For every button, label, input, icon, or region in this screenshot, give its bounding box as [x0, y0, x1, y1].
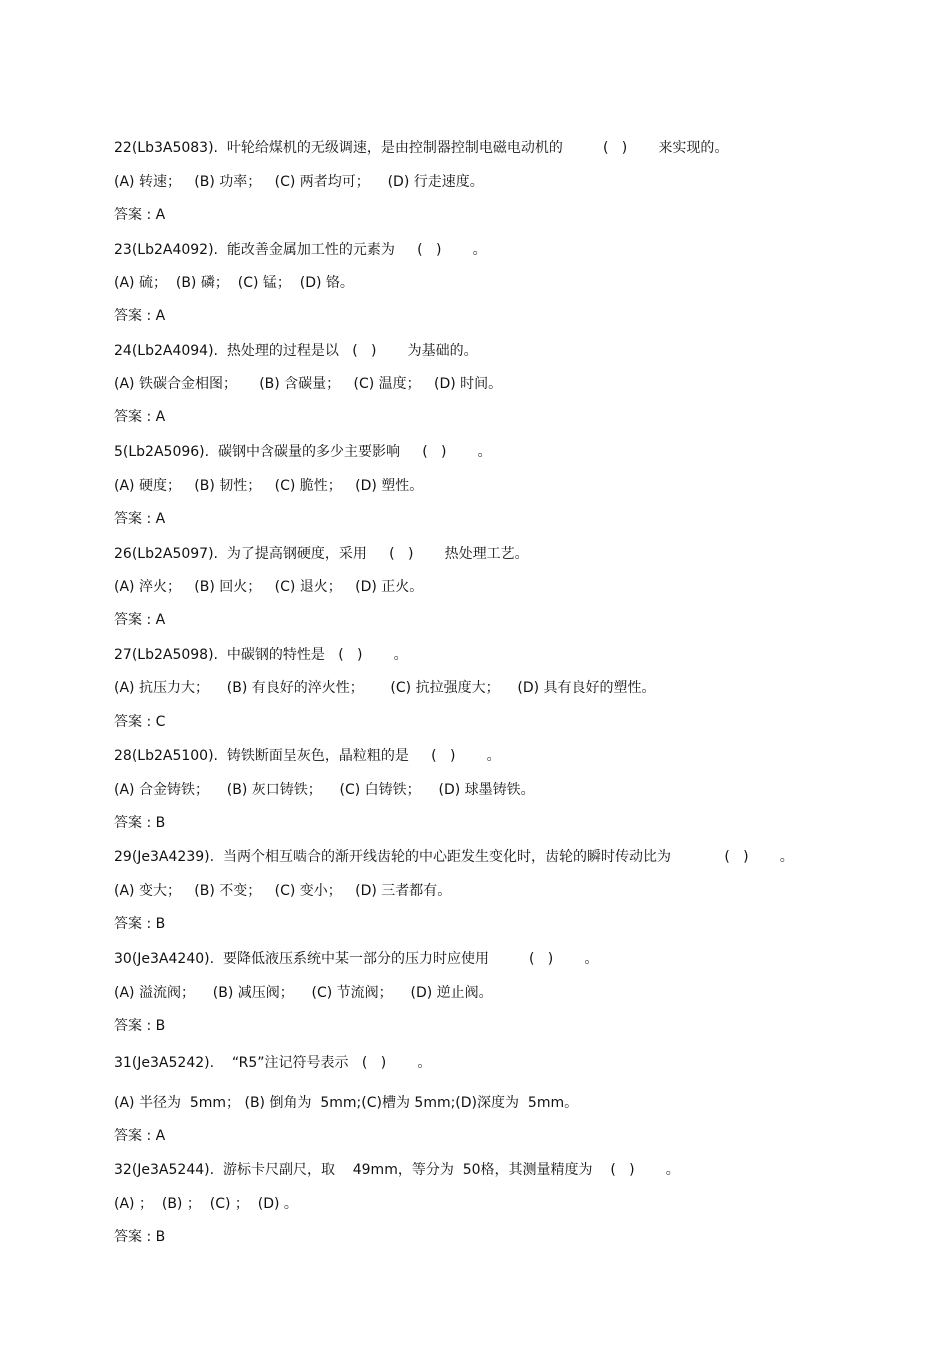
answer-line: 答案 : A	[114, 511, 166, 527]
question-options: (A) 淬火； (B) 回火； (C) 退火； (D) 正火。	[114, 579, 424, 595]
question-stem: 27(Lb2A5098). 中碳钢的特性是 ( ) 。	[114, 647, 408, 663]
question-options: (A) 溢流阀； (B) 减压阀； (C) 节流阀； (D) 逆止阀。	[114, 985, 493, 1001]
question-stem: 24(Lb2A4094). 热处理的过程是以 ( ) 为基础的。	[114, 343, 478, 359]
answer-line: 答案 : B	[114, 916, 166, 932]
answer-line: 答案 : C	[114, 714, 166, 730]
answer-line: 答案 : A	[114, 207, 166, 223]
question-options: (A) 变大； (B) 不变； (C) 变小； (D) 三者都有。	[114, 883, 452, 899]
question-options: (A) 抗压力大； (B) 有良好的淬火性； (C) 抗拉强度大； (D) 具有良好的塑性。	[114, 680, 656, 696]
question-stem: 30(Je3A4240). 要降低液压系统中某一部分的压力时应使用 ( ) 。	[114, 951, 599, 967]
question-stem: 26(Lb2A5097). 为了提高钢硬度，采用 ( ) 热处理工艺。	[114, 546, 529, 562]
question-options: (A) 合金铸铁； (B) 灰口铸铁； (C) 白铸铁； (D) 球墨铸铁。	[114, 782, 535, 798]
answer-line: 答案 : B	[114, 1018, 166, 1034]
question-options: (A) 硬度； (B) 韧性； (C) 脆性； (D) 塑性。	[114, 478, 424, 494]
answer-line: 答案 : B	[114, 815, 166, 831]
question-options: (A) 半径为 5mm； (B) 倒角为 5mm;(C)槽为 5mm;(D)深度为 5mm。	[114, 1095, 579, 1111]
question-options: (A) 铁碳合金相图； (B) 含碳量； (C) 温度； (D) 时间。	[114, 376, 503, 392]
question-stem: 5(Lb2A5096). 碳钢中含碳量的多少主要影响 ( ) 。	[114, 444, 492, 460]
question-stem: 23(Lb2A4092). 能改善金属加工性的元素为 ( ) 。	[114, 242, 487, 258]
question-options: (A) 硫； (B) 磷； (C) 锰； (D) 铬。	[114, 275, 354, 291]
answer-line: 答案 : B	[114, 1229, 166, 1245]
question-options: (A) 转速； (B) 功率； (C) 两者均可； (D) 行走速度。	[114, 174, 484, 190]
question-stem: 22(Lb3A5083). 叶轮给煤机的无级调速，是由控制器控制电磁电动机的 ( ) 来实现的。	[114, 140, 729, 156]
question-options: (A) ； (B) ； (C) ； (D) 。	[114, 1196, 298, 1212]
question-stem: 29(Je3A4239). 当两个相互啮合的渐开线齿轮的中心距发生变化时，齿轮的瞬时传动比为 ( ) 。	[114, 849, 794, 865]
answer-line: 答案 : A	[114, 409, 166, 425]
question-stem: 31(Je3A5242). “R5”注记符号表示 ( ) 。	[114, 1055, 432, 1071]
question-stem: 32(Je3A5244). 游标卡尺副尺，取 49mm，等分为 50格，其测量精度为 ( ) 。	[114, 1162, 680, 1178]
answer-line: 答案 : A	[114, 1128, 166, 1144]
answer-line: 答案 : A	[114, 308, 166, 324]
question-stem: 28(Lb2A5100). 铸铁断面呈灰色，晶粒粗的是 ( ) 。	[114, 748, 501, 764]
answer-line: 答案 : A	[114, 612, 166, 628]
